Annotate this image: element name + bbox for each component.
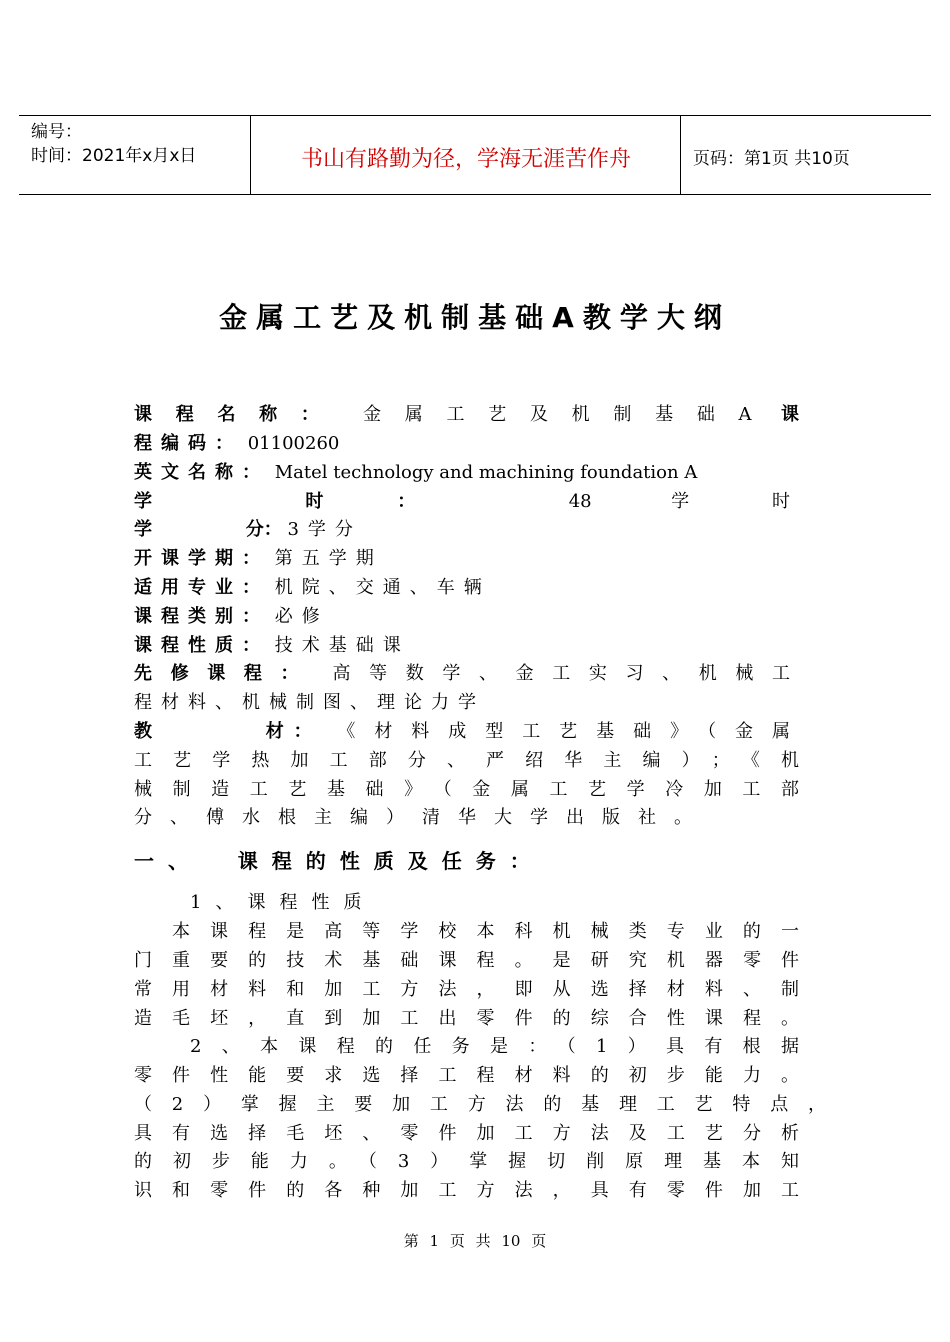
credits-row	[134, 515, 799, 544]
body-line: 2、本课程的任务是：（1）具有根据	[190, 1036, 799, 1057]
textbook-label: 材：	[265, 721, 322, 742]
body-line: 的初步能力。（3）掌握切削原理基本知	[134, 1151, 799, 1172]
prereq-row	[134, 659, 799, 688]
course-code-label-part: 课	[781, 404, 799, 425]
nature-label: 课程性质：	[134, 635, 269, 656]
section-title: 课程的性质及任务：	[237, 849, 544, 873]
major-row	[134, 573, 799, 602]
page-footer: 第 1 页 共 10 页	[403, 1232, 547, 1250]
textbook-row	[134, 717, 799, 746]
course-name-label: 课程名称：	[134, 404, 343, 425]
body-line: 造毛坯，直到加工出零件的综合性课程。	[134, 1008, 799, 1029]
textbook-row-2: 工艺学热加工部分、严绍华主编）；《机	[134, 750, 799, 771]
english-name-row	[134, 458, 799, 487]
course-code-value: 01100260	[247, 433, 340, 454]
term-row	[134, 544, 799, 573]
textbook-value: 《材料成型工艺基础》（金属	[337, 721, 799, 742]
hours-label: 时：	[305, 491, 490, 512]
header-page-info: 页码：第1页 共10页	[693, 149, 850, 169]
hours-label-part: 学	[134, 491, 226, 512]
textbook-row-4: 分、傅水根主编）清华大学出版社。	[134, 807, 710, 828]
credits-label-part: 学	[134, 519, 152, 540]
body-line: 本课程是高等学校本科机械类专业的一	[172, 921, 799, 942]
textbook-label-part: 教	[134, 721, 162, 742]
body-line: （2）掌握主要加工方法的基理工艺特点，	[134, 1094, 826, 1115]
term-value: 第五学期	[274, 548, 383, 569]
body-line: 零件性能要求选择工程材料的初步能力。	[134, 1065, 799, 1086]
serial-label: 编号：	[31, 122, 82, 142]
prereq-row-cont	[134, 688, 799, 717]
nature-value: 技术基础课	[274, 635, 410, 656]
credits-value: 3学分	[287, 519, 362, 540]
body-line: 识和零件的各种加工方法，具有零件加工	[134, 1180, 799, 1201]
document-header	[19, 115, 931, 195]
body-line: 门重要的技术基础课程。是研究机器零件	[134, 950, 799, 971]
credits-label: 分：	[245, 519, 282, 540]
header-meta	[31, 120, 196, 168]
major-label: 适用专业：	[134, 577, 269, 598]
course-code-label: 程编码：	[134, 433, 242, 454]
section-number: 一、	[134, 849, 202, 873]
nature-row	[134, 631, 799, 660]
time-label: 时间：2021年x月x日	[31, 146, 197, 166]
major-value: 机院、交通、车辆	[274, 577, 491, 598]
prereq-value-cont: 程材料、机械制图、理论力学	[134, 692, 485, 713]
body-line: 具有选择毛坯、零件加工方法及工艺分析	[134, 1123, 799, 1144]
prereq-value: 高等数学、金工实习、机械工	[332, 663, 799, 684]
type-row	[134, 602, 799, 631]
type-label: 课程类别：	[134, 606, 269, 627]
type-value: 必修	[274, 606, 329, 627]
course-name-row	[134, 400, 799, 429]
hours-unit: 学时	[671, 491, 799, 512]
body-line: 常用材料和加工方法，即从选择材料、制	[134, 979, 799, 1000]
english-name-label: 英文名称：	[134, 462, 269, 483]
header-motto: 书山有路勤为径，学海无涯苦作舟	[300, 147, 631, 172]
hours-value: 48	[568, 491, 592, 512]
hours-row	[134, 487, 799, 516]
term-label: 开课学期：	[134, 548, 269, 569]
document-title: 金属工艺及机制基础A教学大纲	[219, 301, 731, 334]
english-name-value: Matel technology and machining foundation A	[274, 462, 698, 483]
section-heading	[134, 845, 799, 877]
course-code-row	[134, 429, 799, 458]
course-name-value: 金属工艺及机制基础A	[363, 404, 761, 425]
subsection-title: 1、课程性质	[190, 892, 376, 913]
textbook-row-3: 械制造工艺基础》（金属工艺学冷加工部	[134, 779, 799, 800]
prereq-label: 先修课程：	[134, 663, 318, 684]
